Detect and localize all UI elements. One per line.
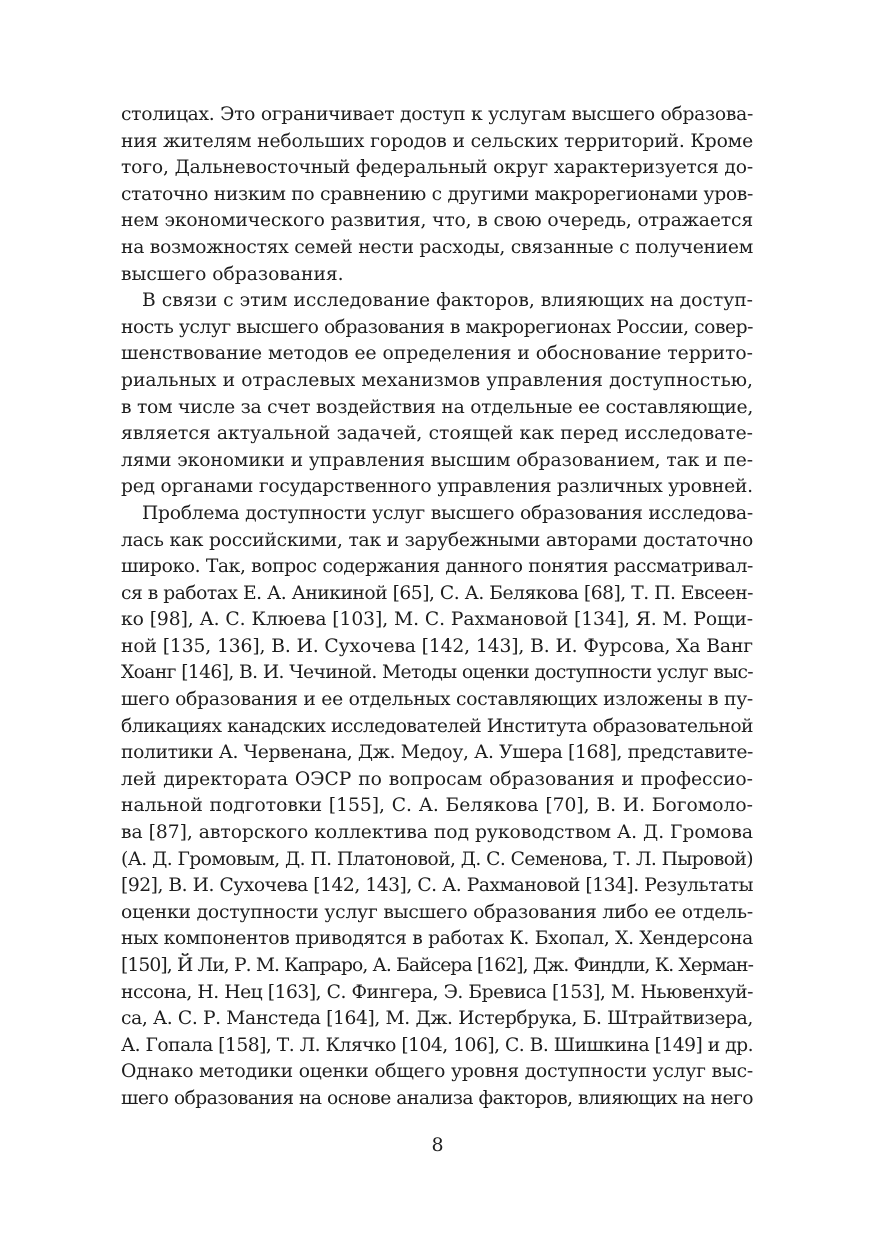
text-line: столицах. Это ограничивает доступ к услугам высшего образова-: [121, 104, 753, 125]
text-line: лей директората ОЭСР по вопросам образования и профессио-: [121, 768, 753, 790]
text-line: шего образования и ее отдельных составляющих изложены в пу-: [121, 689, 753, 711]
text-line: широко. Так, вопрос содержания данного понятия рассматривал-: [121, 556, 753, 578]
text-line: ва [87], авторского коллектива под руководством А. Д. Громова: [121, 822, 753, 844]
text-line: В связи с этим исследование факторов, влияющих на доступ-: [142, 290, 753, 312]
text-line: нссона, Н. Нец [163], С. Фингера, Э. Бревиса [153], М. Ньювенхуй-: [121, 981, 753, 1003]
paragraph: [121, 288, 753, 501]
text-line: оценки доступности услуг высшего образования либо ее отдель-: [121, 901, 753, 923]
text-line: А. Гопала [158], Т. Л. Клячко [104, 106], С. В. Шишкина [149] и др.: [121, 1034, 753, 1056]
text-line: ния жителям небольших городов и сельских территорий. Кроме: [121, 130, 753, 152]
text-line: шенствование методов ее определения и обоснование террито-: [121, 343, 753, 365]
text-line: политики А. Червенана, Дж. Медоу, А. Ушера [168], представите-: [121, 742, 753, 764]
text-line: [92], В. И. Сухочева [142, 143], С. А. Рахмановой [134]. Результаты: [121, 875, 753, 897]
text-line: лями экономики и управления высшим образованием, так и пе-: [121, 449, 753, 471]
text-line: высшего образования.: [121, 263, 344, 285]
text-line: ных компонентов приводятся в работах К. Бхопал, Х. Хендерсона: [121, 928, 753, 950]
text-line: нальной подготовки [155], С. А. Белякова [70], В. И. Богомоло-: [121, 795, 753, 817]
text-line: того, Дальневосточный федеральный округ характеризуется до-: [121, 157, 753, 179]
text-line: бликациях канадских исследователей Института образовательной: [121, 715, 753, 737]
text-line: на возможностях семей нести расходы, связанные с получением: [121, 236, 753, 258]
text-line: ся в работах Е. А. Аникиной [65], С. А. Белякова [68], Т. П. Евсеен-: [121, 582, 753, 604]
text-line: [150], Й Ли, Р. М. Капраро, А. Байсера [162], Дж. Финдли, К. Херман-: [121, 955, 753, 976]
paragraph: [121, 501, 753, 1113]
text-line: ной [135, 136], В. И. Сухочева [142, 143], В. И. Фурсова, Ха Ванг: [121, 635, 753, 657]
text-line: риальных и отраслевых механизмов управления доступностью,: [121, 369, 753, 391]
text-line: са, А. С. Р. Манстеда [164], М. Дж. Истербрука, Б. Штрайтвизера,: [121, 1008, 753, 1030]
text-line: ность услуг высшего образования в макрорегионах России, совер-: [121, 316, 753, 338]
text-line: лась как российскими, так и зарубежными авторами достаточно: [121, 529, 753, 551]
page-number: 8: [431, 1134, 444, 1156]
body-text: [121, 102, 753, 1113]
text-line: Хоанг [146], В. И. Чечиной. Методы оценки доступности услуг выс-: [121, 662, 753, 684]
text-line: нем экономического развития, что, в свою очередь, отражается: [121, 210, 753, 232]
text-line: в том числе за счет воздействия на отдельные ее составляющие,: [121, 396, 753, 418]
paragraph: [121, 102, 753, 288]
text-line: ко [98], А. С. Клюева [103], М. С. Рахмановой [134], Я. М. Рощи-: [121, 609, 753, 631]
text-line: статочно низким по сравнению с другими макрорегионами уров-: [121, 183, 753, 205]
text-line: шего образования на основе анализа факторов, влияющих на него: [121, 1087, 753, 1109]
text-line: Однако методики оценки общего уровня доступности услуг выс-: [121, 1061, 753, 1083]
text-line: является актуальной задачей, стоящей как перед исследовате-: [121, 423, 753, 445]
text-line: Проблема доступности услуг высшего образования исследова-: [142, 502, 753, 524]
text-line: ред органами государственного управления различных уровней.: [121, 476, 753, 498]
text-line: (А. Д. Громовым, Д. П. Платоновой, Д. С. Семенова, Т. Л. Пыровой): [121, 848, 753, 870]
